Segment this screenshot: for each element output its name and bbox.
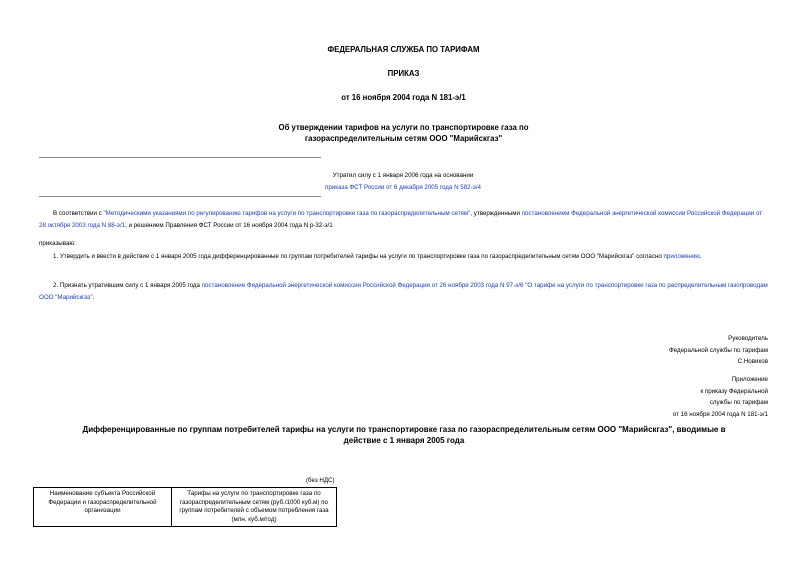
- appendix-title-line-1: Дифференцированные по группам потребителей тарифы на услуги по транспортировке газа по газораспределительным сетям ООО "Марийскгаз", вводимые в: [82, 425, 726, 434]
- tariffs-table: [33, 487, 337, 527]
- fek-resolution-link[interactable]: постановлением Федеральной энергетической комиссии Российской Федерации от 28 октября 2003 года N 88-э/1: [39, 210, 763, 229]
- appendix-link[interactable]: приложению: [663, 253, 700, 260]
- appendix-title-line-2: действие с 1 января 2005 года: [343, 436, 465, 445]
- preamble-text-a: В соответствии с: [53, 210, 104, 217]
- item-1-text: 1. Утвердить и ввести в действие с 1 января 2005 года дифференцированные по группам потребителей тарифы на услуги по транспортировке газа по газораспределительным сетям ООО "Марийскгаз" согласно: [53, 253, 664, 260]
- lost-force-text: Утратил силу с 1 января 2006 года на основании: [332, 172, 474, 179]
- preamble-paragraph: [39, 208, 769, 231]
- column-header-tariffs: Тарифы на услуги по транспортировке газа по газораспределительным сетям (руб./1000 куб.м) по группам потребителей с объемом потребления газа (млн. куб.м/год): [172, 488, 337, 527]
- table-header-row: [34, 488, 337, 527]
- title-line-1: Об утверждении тарифов на услуги по транспортировке газа по: [278, 123, 529, 132]
- appendix-label: Приложение: [731, 376, 768, 383]
- agency-name: ФЕДЕРАЛЬНАЯ СЛУЖБА ПО ТАРИФАМ: [327, 45, 480, 54]
- column-header-subject: Наименование субъекта Российской Федерации и газораспределительной организации: [34, 488, 172, 527]
- preamble-text-b: , утвержденными: [470, 210, 522, 217]
- item-2-text: 2. Признать утратившим силу с 1 января 2005 года: [53, 282, 202, 289]
- vat-note: (без НДС): [306, 477, 335, 484]
- appendix-title: [39, 424, 769, 446]
- item-2-end: .: [92, 293, 95, 301]
- divider-top: [39, 157, 321, 158]
- appendix-ref-line-2: к приказу Федеральной: [700, 387, 768, 395]
- divider-bottom: [39, 196, 321, 197]
- basis-order-link[interactable]: приказа ФСТ России от 6 декабря 2005 года N 582-э/4: [325, 184, 481, 191]
- lost-force-note: [200, 170, 606, 194]
- revoked-resolution-link[interactable]: постановление Федеральной энергетической комиссии Российской Федерации от 26 ноября 2003 года N 97-э/6 "О тарифе на услуги по транспортировке газа по распределительным газопроводам ООО "Марийскгаз": [39, 282, 768, 301]
- document-title: [0, 122, 807, 144]
- signature-name: С.Новиков: [737, 358, 768, 365]
- appendix-ref-line-4: от 16 ноября 2004 года N 181-э/1: [672, 410, 768, 418]
- methodology-link[interactable]: "Методическими указаниями по регулированию тарифов на услуги по транспортировке газа по газораспределительным сетям": [103, 210, 471, 217]
- signature-position: Руководитель: [728, 335, 768, 342]
- item-1-end: .: [699, 253, 702, 260]
- appendix-ref-line-3: службы по тарифам: [709, 399, 768, 406]
- document-date-number: от 16 ноября 2004 года N 181-э/1: [341, 93, 466, 102]
- order-item-1: [39, 251, 769, 263]
- order-item-2: [39, 280, 769, 303]
- preamble-text-c: , и решением Правления ФСТ России от 16 ноября 2004 года N р-32-э/1: [125, 221, 333, 229]
- appendix-reference: [673, 374, 768, 420]
- signature-agency: Федеральной службы по тарифам: [669, 346, 768, 354]
- document-type: ПРИКАЗ: [387, 69, 420, 78]
- title-line-2: газораспределительным сетям ООО "Марийскгаз": [304, 134, 503, 143]
- order-word: приказываю:: [39, 240, 76, 247]
- signature-block: [669, 333, 768, 368]
